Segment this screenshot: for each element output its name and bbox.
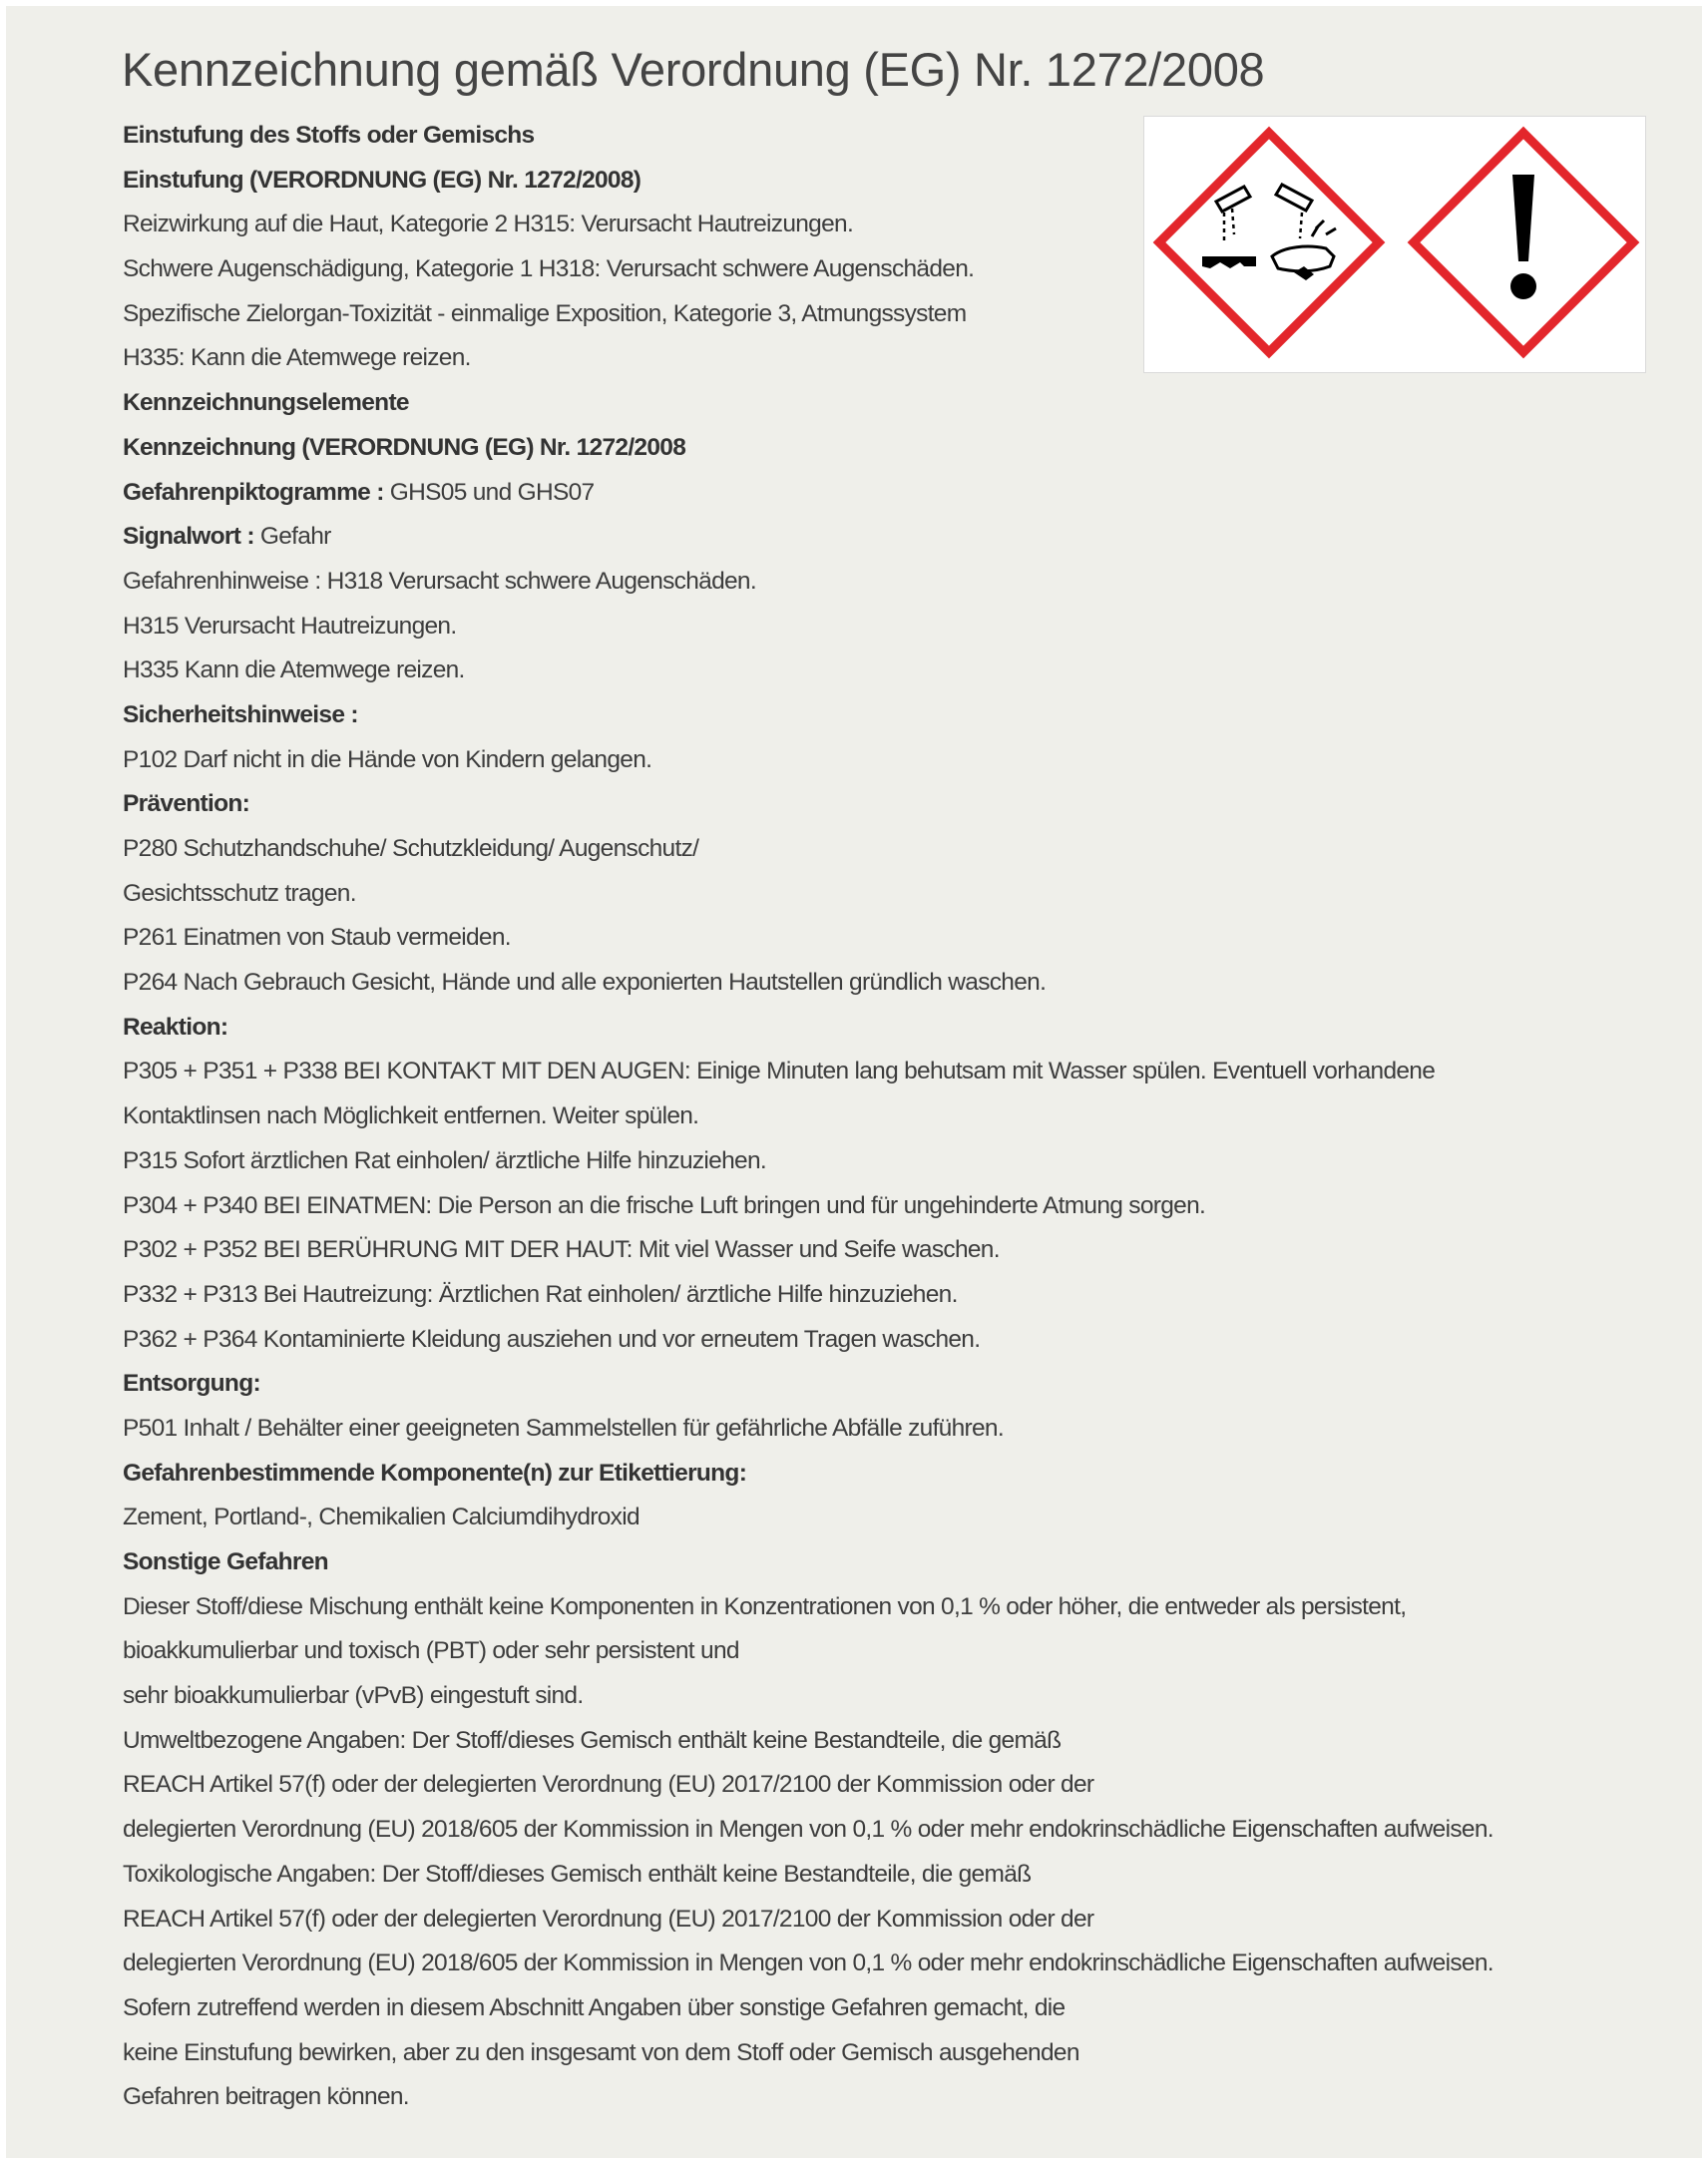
text-line [123,471,1679,516]
line-label: Signalwort : [123,523,254,551]
line-value: Gefahr [253,523,331,551]
text-line: Spezifische Zielorgan-Toxizität - einmalige Exposition, Kategorie 3, Atmungssystem [123,299,967,327]
text-line: Toxikologische Angaben: Der Stoff/dieses Gemisch enthält keine Bestandteile, die gemäß [123,1860,1032,1888]
text-line: REACH Artikel 57(f) oder der delegierten Verordnung (EU) 2017/2100 der Kommission oder der [123,1905,1094,1933]
line-value: GHS05 und GHS07 [383,478,595,506]
text-line: Schwere Augenschädigung, Kategorie 1 H318: Verursacht schwere Augenschäden. [123,255,975,283]
text-line: Gefahren beitragen können. [123,2083,409,2111]
text-line: Kennzeichnung (VERORDNUNG (EG) Nr. 1272/2008 [123,433,686,461]
text-line: Einstufung (VERORDNUNG (EG) Nr. 1272/2008) [123,166,641,194]
text-line: H335 Kann die Atemwege reizen. [123,656,465,684]
text-line: P362 + P364 Kontaminierte Kleidung ausziehen und vor erneutem Tragen waschen. [123,1325,981,1353]
text-line: P304 + P340 BEI EINATMEN: Die Person an die frische Luft bringen und für ungehinderte Atmung sorgen. [123,1191,1206,1219]
text-line: REACH Artikel 57(f) oder der delegierten Verordnung (EU) 2017/2100 der Kommission oder der [123,1771,1094,1799]
text-line: keine Einstufung bewirken, aber zu den insgesamt von dem Stoff oder Gemisch ausgehenden [123,2038,1079,2066]
text-line: delegierten Verordnung (EU) 2018/605 der Kommission in Mengen von 0,1 % oder mehr endokrinschädliche Eigenschaften aufweisen. [123,1949,1494,1977]
text-line: sehr bioakkumulierbar (vPvB) eingestuft sind. [123,1682,584,1710]
text-line: Kontaktlinsen nach Möglichkeit entfernen. Weiter spülen. [123,1102,699,1130]
page-title: Kennzeichnung gemäß Verordnung (EG) Nr. 1272/2008 [122,43,1265,96]
text-line: Gefahrenbestimmende Komponente(n) zur Etikettierung: [123,1459,747,1487]
text-line: P501 Inhalt / Behälter einer geeigneten Sammelstellen für gefährliche Abfälle zuführen. [123,1414,1004,1442]
text-line: Gefahrenhinweise : H318 Verursacht schwere Augenschäden. [123,567,756,595]
text-line: Sicherheitshinweise : [123,700,358,728]
text-line: Umweltbezogene Angaben: Der Stoff/dieses Gemisch enthält keine Bestandteile, die gemäß [123,1726,1062,1754]
document-body [123,114,1679,2120]
text-line: Prävention: [123,790,250,818]
line-label: Gefahrenpiktogramme : [123,478,384,506]
text-line: Reizwirkung auf die Haut, Kategorie 2 H315: Verursacht Hautreizungen. [123,211,854,238]
text-line: P280 Schutzhandschuhe/ Schutzkleidung/ Augenschutz/ [123,835,699,862]
text-line: P305 + P351 + P338 BEI KONTAKT MIT DEN AUGEN: Einige Minuten lang behutsam mit Wasser spülen. Eventuell vorhandene [123,1058,1436,1085]
document-panel [6,6,1702,2158]
text-line: Dieser Stoff/diese Mischung enthält keine Komponenten in Konzentrationen von 0,1 % oder höher, die entweder als persistent, [123,1592,1407,1620]
text-line: P332 + P313 Bei Hautreizung: Ärztlichen Rat einholen/ ärztliche Hilfe hinzuziehen. [123,1280,958,1308]
text-line: P302 + P352 BEI BERÜHRUNG MIT DER HAUT: Mit viel Wasser und Seife waschen. [123,1236,1000,1264]
text-line: delegierten Verordnung (EU) 2018/605 der Kommission in Mengen von 0,1 % oder mehr endokrinschädliche Eigenschaften aufweisen. [123,1816,1494,1844]
text-line: Einstufung des Stoffs oder Gemischs [123,122,535,149]
text-line: Entsorgung: [123,1370,260,1398]
text-line: Zement, Portland-, Chemikalien Calciumdihydroxid [123,1504,640,1531]
text-line: P102 Darf nicht in die Hände von Kindern gelangen. [123,745,652,773]
text-line: P261 Einatmen von Staub vermeiden. [123,924,511,952]
text-line: Gesichtsschutz tragen. [123,879,356,907]
text-line: Sofern zutreffend werden in diesem Abschnitt Angaben über sonstige Gefahren gemacht, die [123,1993,1066,2021]
text-line: Kennzeichnungselemente [123,389,409,417]
text-line: P264 Nach Gebrauch Gesicht, Hände und alle exponierten Hautstellen gründlich waschen. [123,969,1047,997]
text-line: bioakkumulierbar und toxisch (PBT) oder sehr persistent und [123,1637,739,1665]
text-line [123,515,1679,560]
text-line: P315 Sofort ärztlichen Rat einholen/ ärztliche Hilfe hinzuziehen. [123,1146,766,1174]
text-line: Sonstige Gefahren [123,1548,328,1575]
text-line: H315 Verursacht Hautreizungen. [123,612,457,640]
text-line: Reaktion: [123,1013,228,1041]
text-line: H335: Kann die Atemwege reizen. [123,344,471,372]
